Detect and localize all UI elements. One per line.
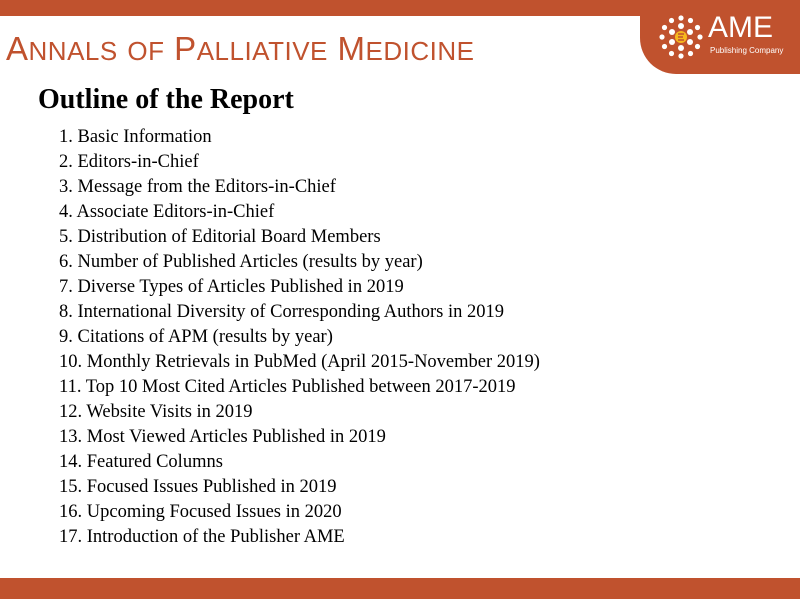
ame-dot-globe-icon (658, 14, 704, 60)
logo-subtitle: Publishing Company (710, 46, 784, 55)
outline-item: 13. Most Viewed Articles Published in 2019 (59, 427, 386, 447)
journal-title (6, 26, 475, 72)
publisher-logo (640, 0, 800, 74)
outline-item: 10. Monthly Retrievals in PubMed (April 2015-November 2019) (59, 352, 540, 372)
bottom-accent-band (0, 578, 800, 599)
journal-title-p: P (174, 30, 197, 67)
outline-item: 5. Distribution of Editorial Board Members (59, 227, 381, 247)
outline-item: 16. Upcoming Focused Issues in 2020 (59, 502, 342, 522)
outline-item: 1. Basic Information (59, 127, 212, 147)
journal-title-a: A (6, 30, 29, 67)
journal-title-palliative-rest: ALLIATIVE (196, 36, 328, 66)
outline-item: 7. Diverse Types of Articles Published in 2019 (59, 277, 404, 297)
outline-item: 15. Focused Issues Published in 2019 (59, 477, 337, 497)
outline-item: 17. Introduction of the Publisher AME (59, 527, 345, 547)
journal-title-annals-rest: NNALS (28, 36, 118, 66)
journal-title-of: OF (127, 36, 165, 66)
outline-heading: Outline of the Report (38, 84, 294, 115)
journal-title-m: M (337, 30, 366, 67)
outline-item: 12. Website Visits in 2019 (59, 402, 253, 422)
logo-name: AME (708, 11, 774, 44)
outline-list (59, 125, 540, 550)
journal-title-medicine-rest: EDICINE (365, 36, 475, 66)
outline-item: 8. International Diversity of Corresponding Authors in 2019 (59, 302, 504, 322)
outline-item: 3. Message from the Editors-in-Chief (59, 177, 336, 197)
outline-item: 6. Number of Published Articles (results by year) (59, 252, 423, 272)
outline-item: 11. Top 10 Most Cited Articles Published between 2017-2019 (59, 377, 516, 397)
outline-item: 9. Citations of APM (results by year) (59, 327, 333, 347)
outline-item: 14. Featured Columns (59, 452, 223, 472)
outline-item: 2. Editors-in-Chief (59, 152, 199, 172)
outline-item: 4. Associate Editors-in-Chief (59, 202, 275, 222)
